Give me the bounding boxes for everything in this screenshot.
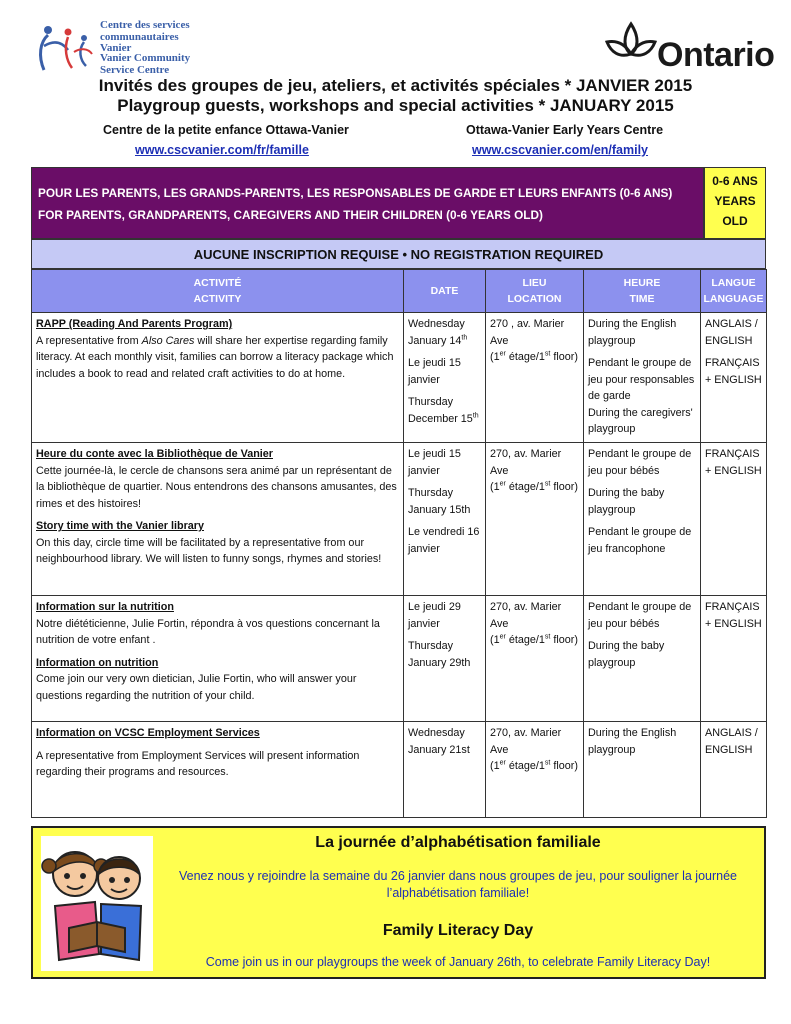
col-place: LIEU LOCATION xyxy=(486,270,584,313)
org-name-fr: Centre des services communautaires Vanier xyxy=(100,19,190,54)
audience-fr: POUR LES PARENTS, LES GRANDS-PARENTS, LES RESPONSABLES DE GARDE ET LEURS ENFANTS (0-6 ANS) xyxy=(38,186,673,200)
language-cell: FRANÇAIS + ENGLISH xyxy=(701,443,767,596)
ontario-logo xyxy=(605,18,775,74)
date-cell: Le jeudi 29 janvier Thursday January 29th xyxy=(404,596,486,722)
page-header xyxy=(0,0,791,165)
col-language: LANGUE LANGUAGE xyxy=(701,270,767,313)
date-cell: Wednesday January 21st xyxy=(404,722,486,818)
activity-title: Information sur la nutrition xyxy=(36,601,174,613)
activity-title: Story time with the Vanier library xyxy=(36,520,205,532)
table-header-row xyxy=(32,270,767,313)
activity-cell: Information sur la nutrition Notre diététicienne, Julie Fortin, répondra à vos questions concernant la nutrition de votre enfant . Information on nutrition Come join our very own dietician, Julie Fortin, who will answer your questions regarding the nutrition of your child. xyxy=(32,596,404,722)
trillium-icon xyxy=(605,18,657,70)
time-cell: Pendant le groupe de jeu pour bébés During the baby playgroup xyxy=(584,596,701,722)
table-row xyxy=(32,313,767,443)
col-time: HEURE TIME xyxy=(584,270,701,313)
col-activity: ACTIVITÉ ACTIVITY xyxy=(32,270,404,313)
activity-cell: Information on VCSC Employment Services A representative from Employment Services will present information regarding their programs and resources. xyxy=(32,722,404,818)
vcsc-logo xyxy=(34,20,204,80)
activity-cell: RAPP (Reading And Parents Program) A representative from Also Cares will share her expertise regarding family literacy. At each monthly visit, families can borrow a literacy package which includes a book to read and related craft activities to do at home. xyxy=(32,313,404,443)
link-fr[interactable]: www.cscvanier.com/fr/famille xyxy=(135,143,309,157)
language-cell: FRANÇAIS + ENGLISH xyxy=(701,596,767,722)
literacy-title-en: Family Literacy Day xyxy=(382,922,534,939)
children-reading-icon xyxy=(41,836,153,971)
place-cell: 270, av. Marier Ave (1er étage/1st floor) xyxy=(486,722,584,818)
activity-title: RAPP (Reading And Parents Program) xyxy=(36,318,233,330)
age-badge: 0-6 ANS YEARS OLD xyxy=(704,167,766,239)
date-cell: Wednesday January 14th Le jeudi 15 janvier Thursday December 15th xyxy=(404,313,486,443)
table-row xyxy=(32,443,767,596)
ontario-wordmark: Ontario xyxy=(657,36,775,74)
activity-cell: Heure du conte avec la Bibliothèque de Vanier Cette journée-là, le cercle de chansons sera animé par un représentant de la bibliothèque de quartier. Nous entendrons des chansons amusantes, des rimes et des histoires! Story time with the Vanier library On this day, circle time will be facilitated by a representative from our neighbourhood library. We will listen to funny songs, rhymes and stories! xyxy=(32,443,404,596)
place-cell: 270, av. Marier Ave (1er étage/1st floor) xyxy=(486,596,584,722)
time-cell: Pendant le groupe de jeu pour bébés During the baby playgroup Pendant le groupe de jeu francophone xyxy=(584,443,701,596)
activity-title: Information on VCSC Employment Services xyxy=(36,727,260,739)
activity-title: Heure du conte avec la Bibliothèque de Vanier xyxy=(36,448,273,460)
vcsc-figures-icon xyxy=(34,22,96,74)
audience-banner xyxy=(31,167,704,239)
audience-en: FOR PARENTS, GRANDPARENTS, CAREGIVERS AND THEIR CHILDREN (0-6 YEARS OLD) xyxy=(38,208,543,222)
org-name-en: Vanier Community Service Centre xyxy=(100,52,191,76)
centre-name-en: Ottawa-Vanier Early Years Centre xyxy=(466,123,664,137)
literacy-text-en: Come join us in our playgroups the week of January 26th, to celebrate Family Literacy Day! xyxy=(205,955,711,969)
link-en[interactable]: www.cscvanier.com/en/family xyxy=(472,143,649,157)
registration-notice: AUCUNE INSCRIPTION REQUISE • NO REGISTRATION REQUIRED xyxy=(31,239,766,269)
place-cell: 270, av. Marier Ave (1er étage/1st floor) xyxy=(486,443,584,596)
date-cell: Le jeudi 15 janvier Thursday January 15th Le vendredi 16 janvier xyxy=(404,443,486,596)
time-cell: During the English playgroup Pendant le groupe de jeu pour responsables de garde During the caregivers' playgroup xyxy=(584,313,701,443)
time-cell: During the English playgroup xyxy=(584,722,701,818)
literacy-day-box xyxy=(31,826,766,979)
literacy-text-fr: Venez nous y rejoindre la semaine du 26 janvier dans nous groupes de jeu, pour souligner la journée l’alphabétisation familiale! xyxy=(178,869,737,900)
language-cell: ANGLAIS / ENGLISH FRANÇAIS + ENGLISH xyxy=(701,313,767,443)
place-cell: 270 , av. Marier Ave (1er étage/1st floor) xyxy=(486,313,584,443)
title-en: Playgroup guests, workshops and special activities * JANUARY 2015 xyxy=(117,96,674,115)
col-date: DATE xyxy=(404,270,486,313)
literacy-title-fr: La journée d’alphabétisation familiale xyxy=(315,834,601,851)
schedule-table xyxy=(31,269,767,818)
table-row xyxy=(32,596,767,722)
activity-title: Information on nutrition xyxy=(36,656,159,669)
centre-name-fr: Centre de la petite enfance Ottawa-Vanier xyxy=(103,123,349,137)
title-fr: Invités des groupes de jeu, ateliers, et activités spéciales * JANVIER 2015 xyxy=(98,76,693,95)
language-cell: ANGLAIS / ENGLISH xyxy=(701,722,767,818)
table-row xyxy=(32,722,767,818)
